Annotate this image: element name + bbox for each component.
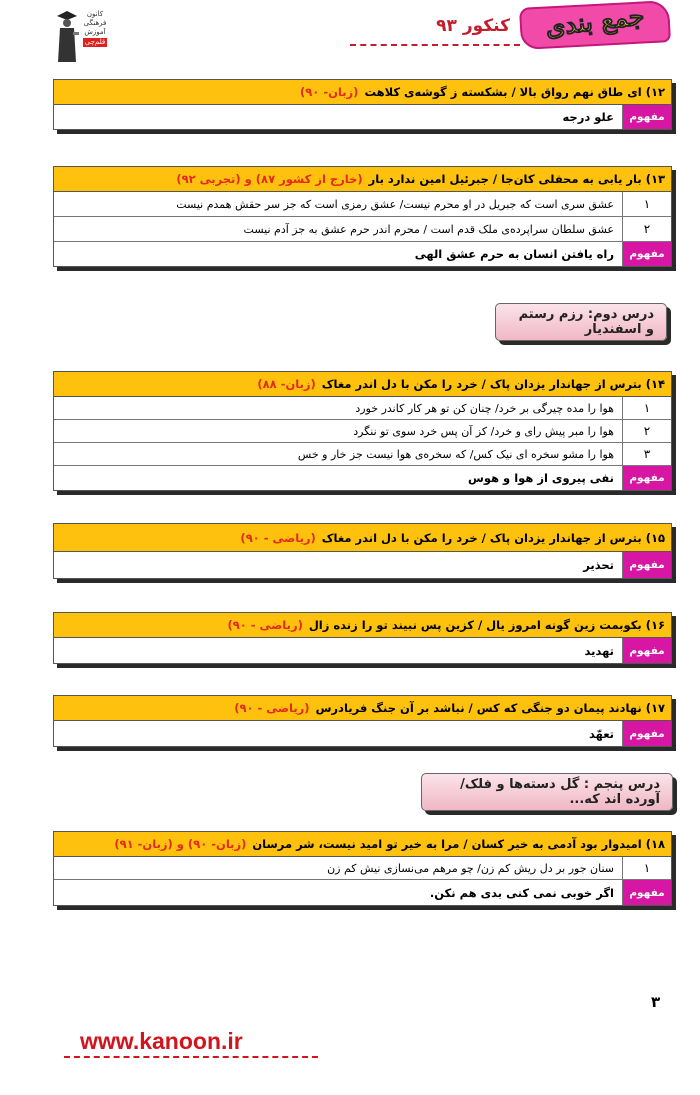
meaning-text: تهدید bbox=[584, 643, 614, 658]
verse-block-17 bbox=[53, 695, 672, 747]
footer-divider bbox=[64, 1056, 318, 1058]
row-number: ۱ bbox=[622, 857, 671, 879]
meaning-row bbox=[54, 880, 671, 905]
header-divider bbox=[350, 44, 520, 46]
lesson-2-title: درس دوم: رزم رستم و اسفندیار bbox=[495, 303, 667, 341]
meaning-row bbox=[54, 242, 671, 266]
meaning-text: نفی پیروی از هوا و هوس bbox=[468, 471, 614, 485]
row-number: ۱ bbox=[622, 192, 671, 216]
verse-row bbox=[54, 443, 671, 466]
verse-text: عشق سری است که جبریل در او محرم نیست/ عشق رمزی است که جز سر حقش همدم نیست bbox=[176, 197, 614, 211]
meaning-label: مفهوم bbox=[622, 638, 671, 663]
meaning-label: مفهوم bbox=[622, 105, 671, 129]
verse-row bbox=[54, 397, 671, 420]
verse-block-14 bbox=[53, 371, 672, 491]
verse-title: ۱۳) بار یابی به محفلی کان‌جا / جبرئیل امین ندارد بار bbox=[368, 172, 665, 186]
exam-source: (ریاضی - ۹۰) bbox=[234, 701, 310, 715]
meaning-label: مفهوم bbox=[622, 880, 671, 905]
verse-title: ۱۶) بکوبمت زین گونه امروز یال / کزین پس نبیند تو را زنده زال bbox=[308, 618, 665, 632]
row-number: ۲ bbox=[622, 420, 671, 442]
meaning-label: مفهوم bbox=[622, 242, 671, 266]
website-link[interactable]: www.kanoon.ir bbox=[80, 1028, 243, 1054]
meaning-row bbox=[54, 105, 671, 129]
verse-header bbox=[54, 80, 671, 105]
row-number: ۱ bbox=[622, 397, 671, 419]
verse-row bbox=[54, 192, 671, 217]
verse-block-12 bbox=[53, 79, 672, 130]
verse-title: ۱۷) نهادند پیمان دو جنگی که کس / نباشد بر آن جنگ فریادرس bbox=[315, 701, 665, 715]
banner-title: جمع بندی bbox=[543, 1, 646, 42]
logo-text: کانون فرهنگی آموزش قلم‌چی bbox=[83, 10, 107, 46]
meaning-text: علو درجه bbox=[562, 110, 614, 124]
verse-title: ۱۲) ای طاق نهم رواق بالا / بشکسته ز گوشه‌ی کلاهت bbox=[364, 85, 665, 99]
verse-block-18 bbox=[53, 831, 672, 906]
exam-source: (زبان- ۹۰) bbox=[300, 85, 359, 99]
exam-source: (ریاضی - ۹۰) bbox=[227, 618, 303, 632]
verse-text: سنان جور بر دل ریش کم زن/ چو مرهم می‌نسازی نیش کم زن bbox=[327, 861, 614, 875]
page-subtitle: کنکور ۹۳ bbox=[436, 16, 510, 36]
verse-title: ۱۵) بترس از جهاندار یزدان پاک / خرد را مکن با دل اندر مغاک bbox=[321, 530, 665, 545]
title-banner bbox=[519, 0, 671, 50]
meaning-text: اگر خوبی نمی کنی بدی هم نکن. bbox=[429, 885, 614, 900]
verse-header bbox=[54, 167, 671, 192]
verse-block-15 bbox=[53, 523, 672, 579]
verse-header bbox=[54, 696, 671, 721]
meaning-text: تعهّد bbox=[588, 726, 614, 741]
verse-header bbox=[54, 372, 671, 397]
kanoon-logo bbox=[50, 6, 110, 68]
meaning-text: تحذیر bbox=[583, 558, 614, 572]
verse-header bbox=[54, 613, 671, 638]
verse-text: عشق سلطان سراپرده‌ی ملک قدم است / محرم اندر حرم عشق به جز آدم نیست bbox=[243, 222, 614, 236]
graduate-icon bbox=[54, 8, 80, 64]
verse-text: هوا را مده چیرگی بر خرد/ چنان کن تو هر کار کاندر خورد bbox=[355, 401, 614, 415]
page-number: ۳ bbox=[651, 993, 661, 1011]
meaning-text: راه یافتن انسان به حرم عشق الهی bbox=[414, 247, 614, 261]
meaning-label: مفهوم bbox=[622, 721, 671, 746]
verse-block-16 bbox=[53, 612, 672, 664]
verse-text: هوا را مشو سخره ای نیک کس/ که سخره‌ی هوا نیست جز خار و خس bbox=[297, 447, 614, 461]
verse-row bbox=[54, 857, 671, 880]
meaning-row bbox=[54, 721, 671, 746]
exam-source: (خارج از کشور ۸۷) و (تجربی ۹۲) bbox=[176, 172, 363, 186]
meaning-label: مفهوم bbox=[622, 466, 671, 490]
verse-title: ۱۸) امیدوار بود آدمی به خیر کسان / مرا به خیر تو امید نیست، شر مرسان bbox=[252, 837, 665, 851]
exam-source: (زبان- ۹۰) و (زبان- ۹۱) bbox=[114, 837, 247, 851]
verse-text: هوا را مبر پیش رای و خرد/ کز آن پس خرد سوی تو ننگرد bbox=[353, 424, 614, 438]
lesson-5-title: درس پنجم : گل دسته‌ها و فلک/ آورده اند که... bbox=[421, 773, 673, 811]
meaning-label: مفهوم bbox=[622, 552, 671, 578]
verse-header bbox=[54, 524, 671, 552]
meaning-row bbox=[54, 638, 671, 663]
verse-title: ۱۴) بترس از جهاندار یزدان پاک / خرد را مکن با دل اندر مغاک bbox=[321, 377, 665, 391]
meaning-row bbox=[54, 552, 671, 578]
exam-source: (ریاضی - ۹۰) bbox=[240, 530, 316, 545]
row-number: ۲ bbox=[622, 217, 671, 241]
row-number: ۳ bbox=[622, 443, 671, 465]
verse-row bbox=[54, 420, 671, 443]
meaning-row bbox=[54, 466, 671, 490]
verse-block-13 bbox=[53, 166, 672, 267]
exam-source: (زبان- ۸۸) bbox=[257, 377, 316, 391]
verse-header bbox=[54, 832, 671, 857]
verse-row bbox=[54, 217, 671, 242]
